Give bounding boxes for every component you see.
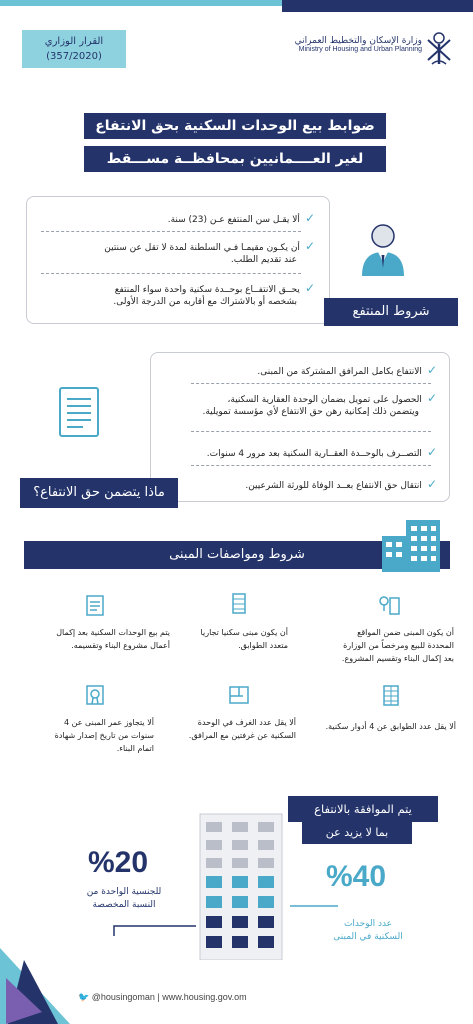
check-icon: ✓ (304, 281, 315, 295)
divider (41, 273, 301, 274)
decorative-triangles (0, 938, 80, 1024)
divider (191, 383, 431, 384)
beneficiary-item-2: ✓أن يكـون مقيمـا فـي السلطنة لمدة لا تقل عن سنتين (104, 239, 315, 253)
beneficiary-item-2-cont: عند تقديم الطلب. (230, 255, 297, 265)
spec-building-type: أن يكون مبنى سكنيا تجاريا متعدد الطوابق. (200, 628, 288, 650)
oman-emblem-icon (424, 30, 454, 66)
usufruct-item-2-cont: ويتضمن ذلك إمكانية رهن حق الانتفاع لأي مؤسسة تمويلية. (202, 407, 419, 417)
decree-number: (357/2020) (46, 51, 102, 62)
floor-plan-icon (228, 684, 250, 706)
ministry-name-en: Ministry of Housing and Urban Planning (298, 46, 422, 53)
divider (191, 431, 431, 432)
usufruct-label: ماذا يتضمن حق الانتفاع؟ (20, 478, 178, 508)
top-accent-bar (0, 0, 282, 6)
main-title-line1: ضوابط بيع الوحدات السكنية بحق الانتفاع (84, 113, 386, 139)
connector-lines (110, 900, 340, 940)
check-icon: ✓ (426, 363, 437, 377)
twitter-icon: 🐦 (78, 992, 90, 1002)
spec-rooms: ألا يقل عدد الغرف في الوحدة السكنية عن غرفتين مع المرافق. (188, 718, 296, 740)
main-title-line2: لغير العــــمانيين بمحافظــة مســـقط (84, 146, 386, 172)
check-icon: ✓ (304, 211, 315, 225)
usufruct-item-2: ✓الحصول على تمويل بضمان الوحدة العقارية السكنية، (227, 391, 437, 405)
certificate-icon (84, 684, 106, 706)
spec-building-age: ألا يتجاوز عمر المبنى عن 4 سنوات من تاريخ إصدار شهادة اتمام البناء. (54, 718, 154, 753)
document-icon (58, 386, 100, 438)
units-percentage: %40 (326, 860, 387, 893)
spec-completion: يتم بيع الوحدات السكنية بعد إكمال أعمال مشروع البناء وتقسيمه. (56, 628, 170, 650)
check-icon: ✓ (426, 477, 437, 491)
check-icon: ✓ (426, 445, 437, 459)
approval-title-line1: يتم الموافقة بالانتفاع (288, 796, 438, 822)
beneficiary-item-3-cont: بشخصه أو بالاشتراك مع أقاربه من الدرجة الأولى. (113, 297, 297, 307)
tower-building-icon (228, 592, 250, 614)
footer-text: @housingoman | www.housing.gov.om (91, 992, 247, 1002)
spec-location: أن يكون المبنى ضمن المواقع المحددة للبيع ومرخصاً من الوزارة بعد إكمال البناء وتقسيم المشروع. (341, 628, 454, 663)
beneficiary-item-3: ✓يحــق الانتفــاع بوحــدة سكنية واحدة سواء المنتفع (114, 281, 315, 295)
footer-social[interactable] (78, 992, 247, 1003)
check-icon: ✓ (304, 239, 315, 253)
buildings-icon (382, 518, 442, 572)
usufruct-item-3: ✓التصــرف بالوحــدة العقــارية السكنية بعد مرور 4 سنوات. (206, 445, 437, 459)
ministry-name-ar: وزارة الإسكان والتخطيط العمراني (294, 36, 422, 46)
building-section-title: شروط ومواصفات المبنى (24, 541, 450, 569)
location-building-icon (378, 594, 400, 616)
beneficiary-conditions-panel (26, 196, 330, 324)
usufruct-item-1: ✓الانتفاع بكامل المرافق المشتركة من المبنى. (257, 363, 437, 377)
units-percentage-desc: عدد الوحدات السكنية في المبنى (333, 919, 403, 942)
spec-floors: ألا يقل عدد الطوابق عن 4 أدوار سكنية. (325, 722, 456, 731)
top-brand-bar (282, 0, 473, 12)
checklist-icon (84, 594, 106, 616)
approval-title-line2: بما لا يزيد عن (302, 822, 412, 844)
beneficiary-item-1: ✓ألا يقـل سن المنتفع عـن (23) سنة. (167, 211, 315, 225)
beneficiary-conditions-label: شروط المنتفع (324, 298, 458, 326)
divider (41, 231, 301, 232)
floors-building-icon (380, 684, 402, 706)
decree-box (22, 30, 126, 68)
usufruct-panel (150, 352, 450, 502)
check-icon: ✓ (426, 391, 437, 405)
nationality-percentage-desc: للجنسية الواحدة من النسبة المخصصة (86, 887, 162, 910)
decree-title: القرار الوزاري (44, 36, 104, 47)
usufruct-item-4: ✓انتقال حق الانتفاع بعــد الوفاة للورثة الشرعيين. (245, 477, 437, 491)
ministry-name (262, 36, 422, 53)
person-icon (360, 222, 406, 276)
nationality-percentage: %20 (88, 846, 149, 879)
divider (191, 465, 431, 466)
